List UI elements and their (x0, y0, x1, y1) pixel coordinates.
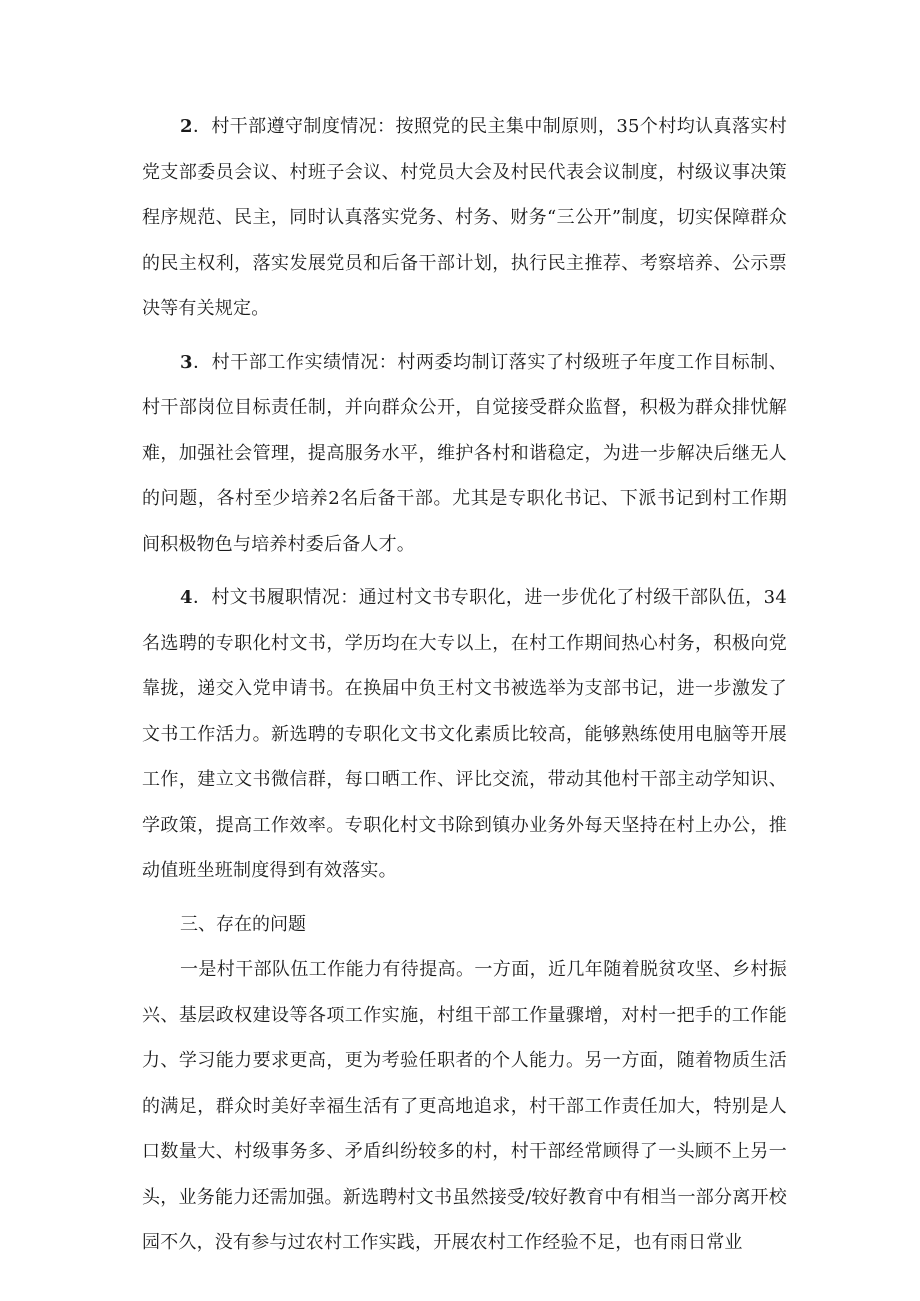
paragraph-2-text: ．村干部遵守制度情况：按照党的民主集中制原则，35个村均认真落实村党支部委员会议、村班子会议、村党员大会及村民代表会议制度，村级议事决策程序规范、民主，同时认真落实党务、村务、财务“三公开”制度，切实保障群众的民主权利，落实发展党员和后备干部计划，执行民主推荐、考察培养、公示票决等有关规定。 (142, 116, 787, 319)
paragraph-3-number: 3 (180, 351, 193, 373)
paragraph-4-text: ．村文书履职情况：通过村文书专职化，进一步优化了村级干部队伍，34名选聘的专职化村文书，学历均在大专以上，在村工作期间热心村务，积极向党靠拢，递交入党申请书。在换届中负王村文书被选举为支部书记，进一步激发了文书工作活力。新选聘的专职化文书文化素质比较高，能够熟练使用电脑等开展工作，建立文书微信群，每口晒工作、评比交流，带动其他村干部主动学知识、学政策，提高工作效率。专职化村文书除到镇办业务外每天坚持在村上办公，推动值班坐班制度得到有效落实。 (142, 587, 787, 881)
paragraph-3 (142, 340, 787, 568)
paragraph-2-number: 2 (180, 116, 193, 137)
paragraph-4-number: 4 (180, 587, 193, 608)
paragraph-2 (142, 104, 787, 332)
paragraph-4 (142, 575, 787, 894)
paragraph-3-text: ．村干部工作实绩情况：村两委均制订落实了村级班子年度工作目标制、村干部岗位目标责任制，并向群众公开，自觉接受群众监督，积极为群众排忧解难，加强社会管理，提高服务水平，维护各村和谐稳定，为进一步解决后继无人的问题，各村至少培养2名后备干部。尤其是专职化书记、下派书记到村工作期间积极物色与培养村委后备人才。 (142, 351, 787, 555)
section-heading: 三、存在的问题 (180, 913, 306, 935)
problem-paragraph: 一是村干部队伍工作能力有待提高。一方面，近几年随着脱贫攻坚、乡村振兴、基层政权建设等各项工作实施，村组干部工作量骤增，对村一把手的工作能力、学习能力要求更高，更为考验任职者的个人能力。另一方面，随着物质生活的满足，群众时美好幸福生活有了更高地追求，村干部工作责任加大，特别是人口数量大、村级事务多、矛盾纠纷较多的村，村干部经常顾得了一头顾不上另一头，业务能力还需加强。新选聘村文书虽然接受/较好教育中有相当一部分离开校园不久，没有参与过农村工作实践，开展农村工作经验不足，也有雨日常业 (142, 959, 787, 1253)
document-body (142, 104, 787, 1274)
